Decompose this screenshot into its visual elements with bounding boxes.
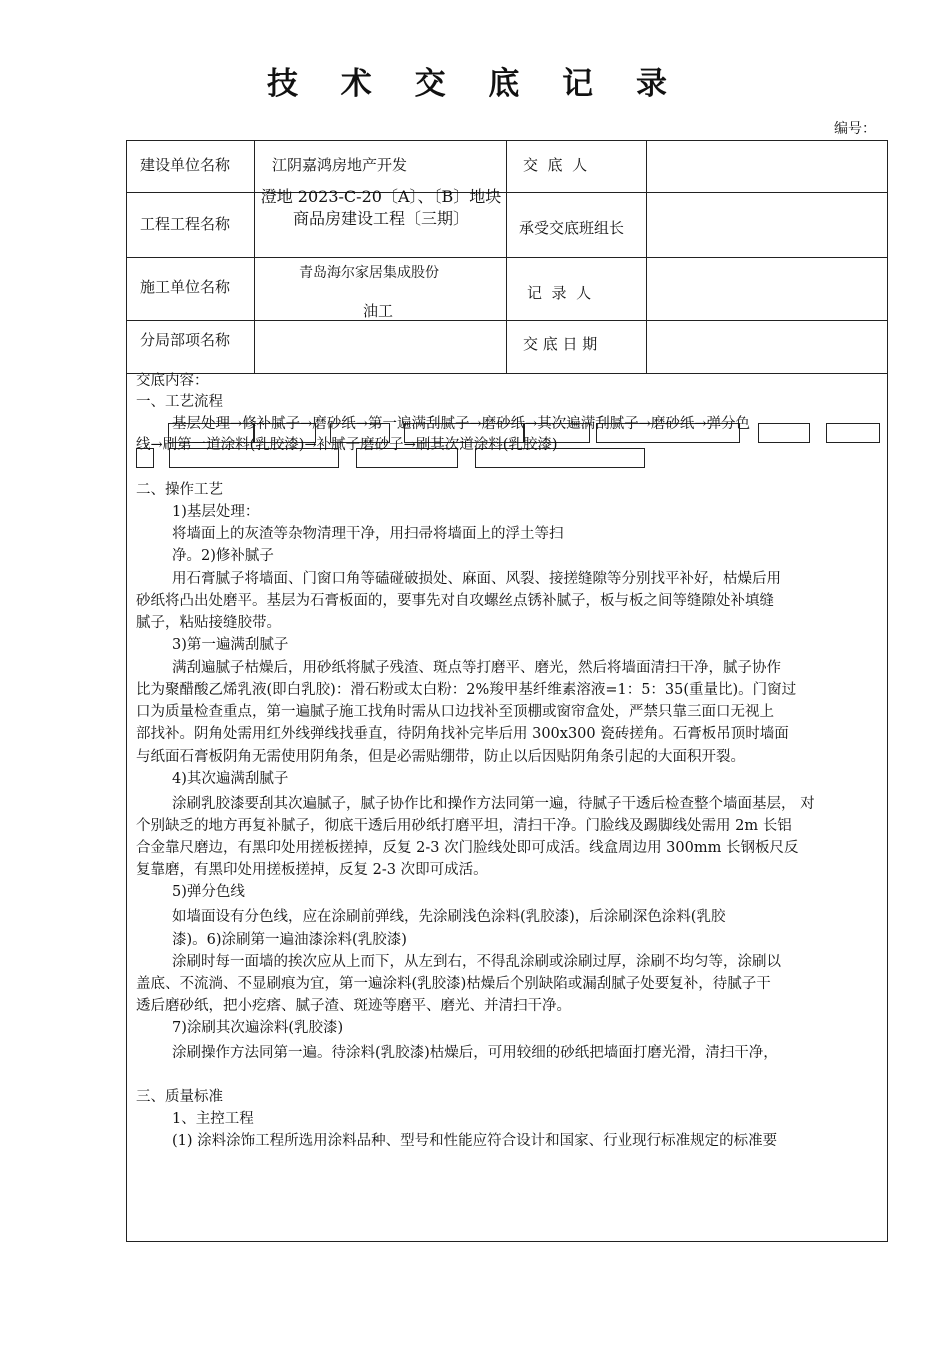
step-title: 1)基层处理：	[172, 504, 260, 520]
row-divider	[126, 192, 888, 193]
paragraph-line: 部找补。阴角处需用红外线弹线找垂直，待阴角找补完毕后用 300x300 瓷砖搓角。石膏板吊顶时墙面	[136, 726, 789, 742]
doc-number-label: 编号：	[834, 121, 876, 137]
paragraph-line: 用石膏腻子将墙面、门窗口角等磕碰破损处、麻面、风裂、接搓缝隙等分别找平补好，枯燥后用	[172, 571, 781, 587]
paragraph-line: 如墙面设有分色线，应在涂刷前弹线，先涂刷浅色涂料(乳胶漆)，后涂刷深色涂料(乳胶	[172, 909, 726, 925]
col-divider	[646, 140, 647, 373]
trade-value: 油工	[363, 302, 394, 320]
paragraph-line: 透后磨砂纸，把小疙瘩、腻子渣、斑迹等磨平、磨光、并清扫干净。	[136, 998, 571, 1014]
step-title: 1、主控工程	[172, 1111, 254, 1127]
paragraph-line: 涂刷操作方法同第一遍。待涂料(乳胶漆)枯燥后，可用较细的砂纸把墙面打磨光滑，清扫干净，	[172, 1045, 778, 1061]
paragraph-line: 涂刷乳胶漆要刮其次遍腻子，腻子协作比和操作方法同第一遍，待腻子干透后检查整个墙面基层， 对	[172, 796, 815, 812]
construction-unit-label: 建设单位名称	[140, 156, 231, 174]
recorder-label: 记 录 人	[527, 284, 592, 302]
paragraph-line: 净。2)修补腻子	[172, 548, 274, 564]
receiving-team-label: 承受交底班组长	[519, 219, 625, 237]
step-title: 3)第一遍满刮腻子	[172, 637, 289, 653]
paragraph-line: 涂刷时每一面墙的挨次应从上而下，从左到右，不得乱涂刷或涂刷过厚，涂刷不均匀等，涂刷以	[172, 954, 781, 970]
step-title: 5)弹分色线	[172, 884, 245, 900]
paragraph-line: 腻子，粘贴接缝胶带。	[136, 615, 281, 631]
paragraph-line: 比为聚醋酸乙烯乳液(即白乳胶)：滑石粉或太白粉：2%羧甲基纤维素溶液=1：5：35(重量比)。门窗过	[136, 682, 797, 698]
flow-line-1: 基层处理→修补腻子→磨砂纸→第一遍满刮腻子→磨砂纸→其次遍满刮腻子→磨砂纸→弹分色	[172, 416, 751, 432]
paragraph-line: 盖底、不流淌、不显刷痕为宜，第一遍涂料(乳胶漆)枯燥后个别缺陷或漏刮腻子处要复补，待腻子干	[136, 976, 771, 992]
section-operation: 二、操作工艺	[136, 482, 223, 498]
paragraph-line: 个别缺乏的地方再复补腻子，彻底干透后用砂纸打磨平坦，清扫干净。门脸线及踢脚线处需用 2m 长铝	[136, 818, 792, 834]
col-divider	[254, 140, 255, 373]
date-label: 交 底 日 期	[523, 335, 598, 353]
construction-unit-value: 江阴嘉鸿房地产开发	[272, 156, 408, 174]
flow-line-2: 线→刷第一道涂料(乳胶漆)→补腻子磨砂子→刷其次道涂料(乳胶漆)	[136, 437, 558, 453]
row-divider	[126, 373, 888, 374]
paragraph-line: 复靠磨，有黑印处用搓板搓掉，反复 2-3 次即可成活。	[136, 862, 488, 878]
section-quality: 三、质量标准	[136, 1089, 223, 1105]
document-title: 技 术 交 底 记 录	[267, 66, 683, 102]
paragraph-line: 口为质量检查重点，第一遍腻子施工找角时需从口边找补至顶棚或窗帘盒处，严禁只靠三面口无视上	[136, 704, 774, 720]
paragraph-line: 砂纸将凸出处磨平。基层为石膏板面的，要事先对自攻螺丝点锈补腻子，板与板之间等缝隙处补填缝	[136, 593, 774, 609]
project-name-value: 澄地 2023-C-20〔A〕、〔B〕地块商品房建设工程〔三期〕	[260, 187, 502, 228]
step-title: 4)其次遍满刮腻子	[172, 771, 289, 787]
paragraph-line: 将墙面上的灰渣等杂物清理干净，用扫帚将墙面上的浮土等扫	[172, 526, 564, 542]
col-divider	[506, 140, 507, 373]
project-name-label: 工程工程名称	[140, 215, 231, 233]
paragraph-line: 合金靠尺磨边，有黑印处用搓板搓掉，反复 2-3 次门脸线处即可成活。线盒周边用 300mm 长钢板尺反	[136, 840, 799, 856]
contractor-value: 青岛海尔家居集成股份	[299, 265, 439, 281]
row-divider	[126, 320, 888, 321]
step-title: 7)涂刷其次遍涂料(乳胶漆)	[172, 1020, 344, 1036]
section-process-flow: 一、工艺流程	[136, 394, 223, 410]
paragraph-line: (1) 涂料涂饰工程所选用涂料品种、型号和性能应符合设计和国家、行业现行标准规定的标准要	[172, 1133, 778, 1149]
flow-step-box	[826, 423, 880, 443]
paragraph-line: 漆)。6)涂刷第一遍油漆涂料(乳胶漆)	[172, 932, 407, 948]
subproject-label: 分局部项名称	[140, 331, 231, 349]
row-divider	[126, 257, 888, 258]
flow-step-box	[758, 423, 810, 443]
content-heading: 交底内容：	[136, 373, 209, 389]
paragraph-line: 满刮遍腻子枯燥后，用砂纸将腻子残渣、斑点等打磨平、磨光，然后将墙面清扫干净，腻子协作	[172, 660, 781, 676]
briefer-label: 交 底 人	[523, 156, 588, 174]
paragraph-line: 与纸面石膏板阴角无需使用阴角条，但是必需贴绷带，防止以后因贴阴角条引起的大面积开裂。	[136, 749, 745, 765]
contractor-label: 施工单位名称	[140, 278, 231, 296]
